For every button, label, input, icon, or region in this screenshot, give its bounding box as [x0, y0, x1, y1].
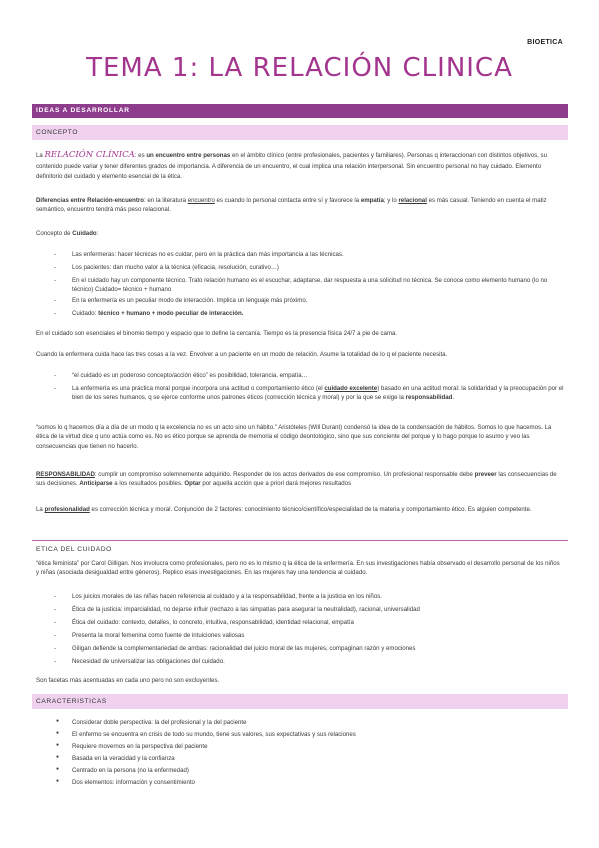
- paragraph-enfermera-cuida: Cuando la enfermera cuida hace las tres cosas a la vez. Envolver a un paciente en un modo de relación. Asume la totalidad de lo q el paciente necesita.: [36, 351, 448, 358]
- list-item: - Las enfermeras: hacer técnicas no es cuidar, pero en la práctica dan más importancia a las técnicas.: [54, 251, 344, 258]
- section-etica-cuidado: ETICA DEL CUIDADO: [32, 540, 568, 555]
- list-item: - En la enfermería es un peculiar modo de interacción. Implica un lenguaje más próximo.: [54, 297, 308, 304]
- paragraph-diferencias: Diferencias entre Relación-encuentro: en la literatura encuentro es cuando lo personal contacta entre sí y favorece la empatía; y lo relacional es más casual. Teniendo en cuenta el matiz semántico, encuentro tendrá más peso relacional.: [36, 197, 547, 214]
- list-item: - Presenta la moral femenina como fuente de intuiciones valiosas: [54, 632, 245, 639]
- paragraph-quote-aristoteles: “somos lo q hacemos día a día de un modo q la excelencia no es un acto sino un hábito.” Aristóteles (Will Durant) condensó la idea de la condensación de hábitos. Somos lo que hacemos. La ética de la virtud dice q uno actúa como es. No es ético porque se aprenda de memoria el código deontológico, sino que sus conciente del porque y lo hago porque lo asumo y veo las consecuencias que tienen no hacerlo.: [36, 424, 552, 450]
- subject-label: BIOETICA: [527, 39, 563, 46]
- list-item: - Ética del cuidado: contexto, detalles, lo concreto, intuitiva, responsabilidad, identidad relacional, empatía: [54, 619, 354, 626]
- section-concepto: CONCEPTO: [32, 125, 568, 140]
- section-ideas: IDEAS A DESARROLLAR: [32, 104, 568, 118]
- list-item: ● Considerar doble perspectiva: la del profesional y la del paciente: [56, 718, 247, 726]
- paragraph-relacion-clinica: La RELACIÓN CLÍNICA: es un encuentro entre personas en el ámbito clínico (entre profesionales, pacientes y familiares). Personas q interaccionan con distintos objetivos, su contenido puede variar y tener diferentes grados de importancia. A diferencia de un encuentro, el cual implica una relación interpersonal. Sin encuentro personal no hay cuidado. Elemento definitorio del cuidado y elemento esencial de la ética.: [36, 150, 547, 180]
- list-item: ● Requiere movernos en la perspectiva del paciente: [56, 742, 208, 750]
- page-title: TEMA 1: LA RELACIÓN CLINICA: [86, 53, 513, 83]
- paragraph-concepto-cuidado: Concepto de Cuidado:: [36, 230, 99, 237]
- list-item: - Giligan defiende la complementariedad de ambas: racionalidad del juicio moral de las mujeres, compaginan razón y emociones: [54, 645, 416, 652]
- list-item: - Los juicios morales de las niñas hacen referencia al cuidado y a la responsabilidad, frente a la justicia en los niños.: [54, 593, 382, 600]
- list-item: - En el cuidado hay un componente técnico. Trato relación humano es el escuchar, adaptarse, dar respuesta a una solicitud no técnica. Se conoce como elemento humano (lo no técnico) Cuidado= técnico + humano: [54, 277, 548, 294]
- list-item: - Necesidad de universalizar las obligaciones del cuidado.: [54, 658, 225, 665]
- list-item: - La enfermería es una práctica moral porque incorpora una actitud o comportamiento ético (el cuidado excelente) basado en una actitud moral: la solidaridad y la preocupación por el bien de los seres humanos, q se ejerce conforme unos patrones éticos (corrección técnica y moral) y por la que se exige la responsabilidad.: [54, 385, 564, 402]
- term-relacion-clinica: RELACIÓN CLÍNICA: [44, 150, 135, 160]
- list-item: - Ética de la justicia: imparcialidad, no dejarse influir (rechazo a las simpatías para asegurar la neutralidad), racional, universalidad: [54, 606, 420, 613]
- list-item: ● Basada en la veracidad y la confianza: [56, 754, 175, 762]
- list-item: ● El enfermo se encuentra en crisis de todo su mundo, tiene sus valores, sus expectativas y sus relaciones: [56, 730, 356, 738]
- paragraph-etica-feminista: “ética feminista” por Carol Gilligan. Nos involucra como profesionales, pero no es lo mismo q la ética de la enfermería. En sus investigaciones había observado el desarrollo personal de los niños y niñas (asociada desigualdad entre géneros). Replico esas investigaciones. En las mujeres hay una tendencia al cuidado.: [36, 560, 560, 577]
- paragraph-responsabilidad: RESPONSABILIDAD: cumplir un compromiso solemnemente adquirido. Responder de los actos derivados de ese compromiso. Un profesional responsable debe preveer las consecuencias de sus decisiones. Anticiparse a los resultados posibles. Optar por aquella acción que a priori dará mejores resultados: [36, 471, 557, 488]
- list-item: ● Centrado en la persona (no la enfermedad): [56, 766, 189, 774]
- paragraph-facetas: Son facetas más acentuadas en cada uno pero no son excluyentes.: [36, 677, 220, 684]
- list-item: - Los pacientes: dan mucho valor a la técnica (eficacia, resolución, curativo…): [54, 264, 279, 271]
- section-caracteristicas: CARACTERISTICAS: [32, 694, 568, 709]
- list-item: ● Dos elementos: información y consentimiento: [56, 778, 195, 786]
- paragraph-tiempo-espacio: En el cuidado son esenciales el binomio tiempo y espacio que lo define la cercanía. Tiempo es la presencia física 24/7 a pie de cama.: [36, 330, 398, 337]
- list-item: - “el cuidado es un poderoso concepto/acción ético” es posibilidad, tolerancia, empatía…: [54, 372, 308, 379]
- paragraph-profesionalidad: La profesionalidad es corrección técnica y moral. Conjunción de 2 factores: conocimiento técnico/científico/especialidad de la materia y comportamiento ético. Es alguien competente.: [36, 506, 532, 513]
- list-item: - Cuidado: técnico + humano + modo peculiar de interacción.: [54, 310, 244, 317]
